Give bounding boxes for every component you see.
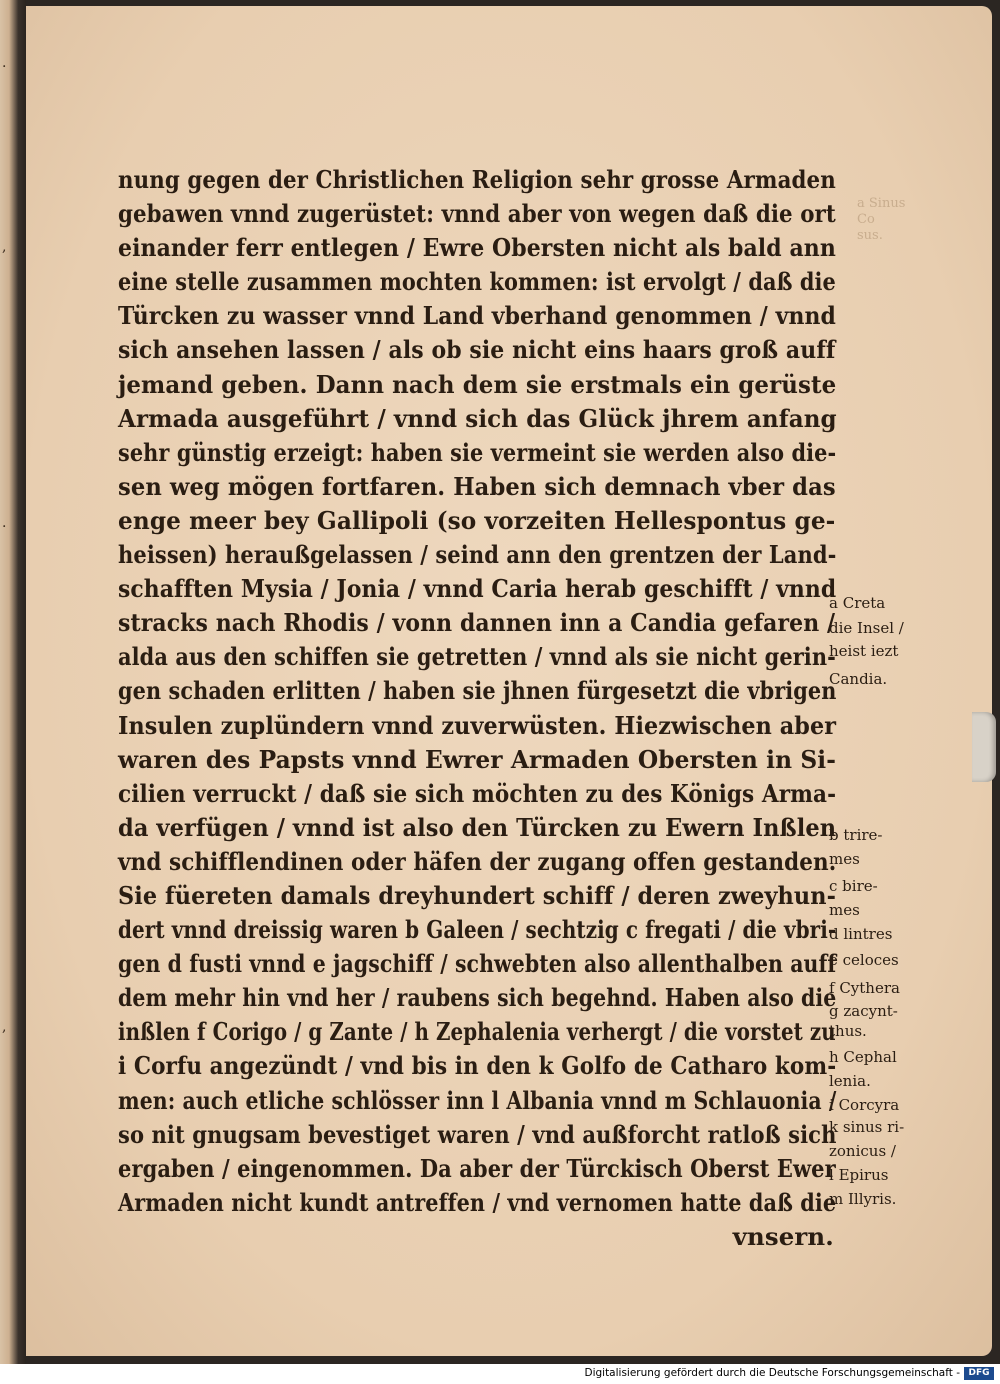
funding-credit: Digitalisierung gefördert durch die Deutsche Forschungsgemeinschaft - — [584, 1367, 960, 1379]
text-line: waren des Papsts vnnd Ewrer Armaden Obersten in Si- — [118, 744, 836, 774]
text-line: men: auch etliche schlösser inn l Albania vnnd m Schlauonia / — [118, 1085, 837, 1115]
margin-note: Candia. — [829, 670, 888, 688]
bleed-line: a Sinus — [857, 196, 906, 211]
margin-note: m Illyris. — [829, 1190, 897, 1208]
edge-mark: , — [2, 239, 7, 255]
margin-note: mes — [829, 850, 860, 868]
page-clip-tab — [972, 712, 996, 782]
text-line: schafften Mysia / Jonia / vnnd Caria herab geschifft / vnnd — [118, 574, 837, 604]
text-line: enge meer bey Gallipoli (so vorzeiten Hellespontus ge- — [118, 505, 836, 535]
text-line: alda aus den schiffen sie getretten / vnnd als sie nicht gerin- — [118, 642, 836, 672]
text-line: i Corfu angezündt / vnd bis in den k Golfo de Catharo kom- — [118, 1051, 837, 1081]
text-line: Insulen zuplündern vnnd zuverwüsten. Hiezwischen aber — [118, 710, 837, 740]
body-text — [118, 163, 838, 1254]
margin-note: b trire- — [829, 826, 883, 844]
text-line: sich ansehen lassen / als ob sie nicht eins haars groß auff — [118, 335, 836, 365]
margin-note: zonicus / — [829, 1142, 896, 1160]
text-line: vnd schifflendinen oder häfen der zugang offen gestanden. — [118, 846, 837, 876]
bleed-through-text — [857, 196, 1000, 244]
text-line: jemand geben. Dann nach dem sie erstmals ein gerüste — [118, 369, 837, 399]
text-line: gebawen vnnd zugerüstet: vnnd aber von wegen daß die ort — [118, 199, 836, 229]
margin-note: g zacynt- — [829, 1002, 898, 1020]
margin-note: e celoces — [829, 951, 899, 969]
text-line: heissen) heraußgelassen / seind ann den grentzen der Land- — [118, 540, 837, 570]
text-line: eine stelle zusammen mochten kommen: ist ervolgt / daß die — [118, 267, 836, 297]
margin-note: heist iezt — [829, 642, 899, 660]
text-line: gen schaden erlitten / haben sie jhnen fürgesetzt die vbrigen — [118, 676, 837, 706]
text-line: sen weg mögen fortfaren. Haben sich demnach vber das — [118, 471, 836, 501]
margin-note: c bire- — [829, 877, 878, 895]
text-line: dem mehr hin vnd her / raubens sich begehnd. Haben also die — [118, 983, 837, 1013]
edge-mark: · — [2, 519, 7, 535]
margin-note: h Cephal — [829, 1048, 897, 1066]
text-line: inßlen f Corigo / g Zante / h Zephalenia verhergt / die vorstet zu — [118, 1017, 836, 1047]
margin-note: f Cythera — [829, 979, 900, 997]
margin-note: k sinus ri- — [829, 1118, 905, 1136]
text-line: stracks nach Rhodis / vonn dannen inn a Candia gefaren / — [118, 608, 836, 638]
text-line: Armada ausgeführt / vnnd sich das Glück jhrem anfang — [118, 403, 837, 433]
bleed-line: Co — [857, 212, 875, 227]
margin-note: l Epirus — [829, 1166, 889, 1184]
text-line: da verfügen / vnnd ist also den Türcken zu Ewern Inßlen — [118, 812, 837, 842]
edge-mark: , — [2, 1019, 7, 1035]
bleed-line: sus. — [857, 228, 883, 243]
text-line: dert vnnd dreissig waren b Galeen / sechtzig c fregati / die vbri- — [118, 915, 837, 945]
margin-note: lenia. — [829, 1072, 871, 1090]
margin-note: mes — [829, 901, 860, 919]
text-line: Armaden nicht kundt antreffen / vnd vernomen hatte daß die — [118, 1187, 837, 1217]
text-line: gen d fusti vnnd e jagschiff / schwebten also allenthalben auff — [118, 949, 837, 979]
text-line: einander ferr entlegen / Ewre Obersten nicht als bald ann — [118, 233, 836, 263]
margin-note: die Insel / — [829, 619, 904, 637]
previous-page-edge — [0, 0, 26, 1364]
text-line: ergaben / eingenommen. Da aber der Türckisch Oberst Ewer — [118, 1153, 836, 1183]
margin-note: a Creta — [829, 594, 886, 612]
margin-note: d lintres — [829, 925, 893, 943]
text-line: so nit gnugsam bevestiget waren / vnd außforcht ratloß sich — [118, 1119, 837, 1149]
catchword: vnsern. — [732, 1221, 834, 1251]
text-line: sehr günstig erzeigt: haben sie vermeint sie werden also die- — [118, 437, 837, 467]
margin-note: thus. — [829, 1022, 867, 1040]
edge-mark: · — [2, 59, 7, 75]
margin-note: i Corcyra — [829, 1096, 900, 1114]
text-line: Sie füereten damals dreyhundert schiff / deren zweyhun- — [118, 880, 837, 910]
digitization-footer — [0, 1364, 1000, 1384]
dfg-logo-icon: DFG — [964, 1367, 994, 1380]
text-line: nung gegen der Christlichen Religion sehr grosse Armaden — [118, 165, 836, 194]
text-line: Türcken zu wasser vnnd Land vberhand genommen / vnnd — [118, 301, 836, 331]
text-line: cilien verruckt / daß sie sich möchten zu des Königs Arma- — [118, 778, 837, 808]
